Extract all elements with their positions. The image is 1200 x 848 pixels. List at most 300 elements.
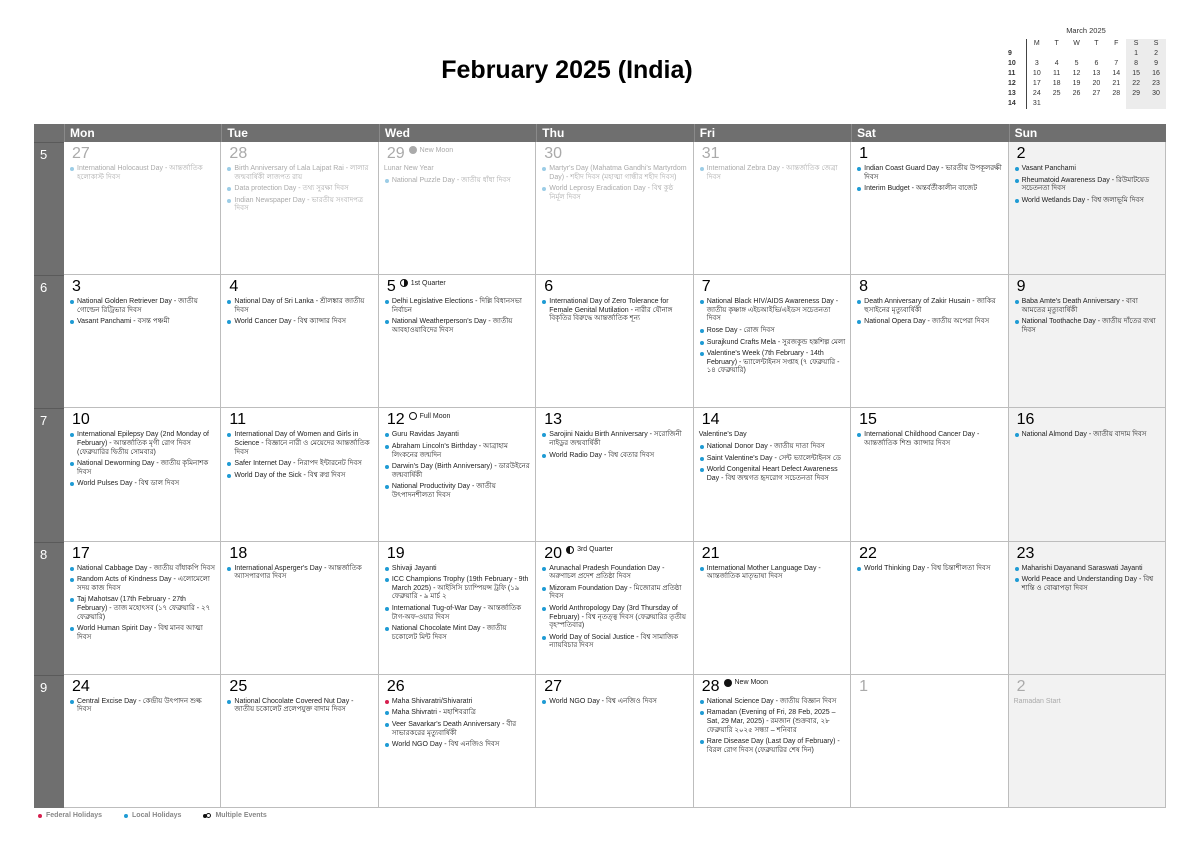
mini-day[interactable]	[1106, 99, 1126, 109]
event-item[interactable]	[226, 460, 372, 469]
mini-day[interactable]: 28	[1112, 90, 1121, 97]
mini-day[interactable]: 29	[1126, 89, 1146, 99]
day-number: 1	[859, 677, 869, 695]
mini-weekday-label: T	[1054, 40, 1059, 47]
mini-day[interactable]: 17	[1032, 80, 1041, 87]
event-item[interactable]	[856, 185, 1002, 194]
event-item[interactable]	[226, 197, 372, 214]
mini-day[interactable]: 27	[1092, 90, 1101, 97]
day-number: 26	[386, 677, 405, 695]
local-holiday-dot-icon	[542, 607, 546, 611]
event-item[interactable]	[541, 298, 687, 324]
day-cell[interactable]	[64, 542, 221, 675]
event-text: Central Excise Day - কেন্দ্রীয় উৎপাদন শুল্ক দিবস	[77, 697, 202, 714]
event-text: International Mother Language Day - আন্তর্জাতিক মাতৃভাষা দিবস	[706, 564, 821, 581]
day-cell[interactable]	[64, 275, 221, 408]
mini-day[interactable]: 9	[1146, 59, 1166, 69]
local-holiday-dot-icon	[700, 567, 704, 571]
local-holiday-dot-icon	[385, 465, 389, 469]
day-cell[interactable]	[379, 675, 536, 808]
day-cell[interactable]	[694, 675, 851, 808]
moon-phase	[400, 279, 446, 287]
event-item[interactable]	[1014, 165, 1160, 174]
event-item[interactable]	[699, 339, 845, 348]
mini-week-row	[1006, 79, 1166, 89]
mini-day[interactable]: 25	[1052, 90, 1061, 97]
event-item[interactable]	[384, 483, 530, 500]
event-item[interactable]	[69, 625, 215, 642]
event-list	[699, 698, 845, 756]
day-cell[interactable]	[379, 408, 536, 541]
local-holiday-dot-icon	[385, 320, 389, 324]
event-item[interactable]	[1014, 576, 1160, 593]
event-text: International Holocaust Day - আন্তর্জাতিক হলোকাস্ট দিবস	[77, 165, 203, 181]
event-item[interactable]	[856, 565, 1002, 574]
event-item[interactable]	[699, 565, 845, 582]
event-list	[69, 431, 215, 489]
day-number: 28	[229, 145, 248, 162]
mini-day[interactable]: 12	[1072, 70, 1081, 77]
mini-day[interactable]	[1086, 99, 1106, 109]
event-item[interactable]	[384, 565, 530, 574]
day-cell-header	[384, 678, 530, 696]
local-holiday-dot-icon	[542, 587, 546, 591]
day-cell-header	[226, 145, 372, 163]
day-number: 28	[701, 677, 720, 695]
day-cell[interactable]	[379, 275, 536, 408]
local-holiday-dot-icon	[1015, 167, 1019, 171]
day-cell-header	[541, 678, 687, 696]
local-holiday-dot-icon	[385, 567, 389, 571]
local-holiday-dot-icon	[385, 300, 389, 304]
event-text: National Deworming Day - জাতীয় কৃমিনাশক দিবস	[77, 460, 209, 476]
event-text: Guru Ravidas Jayanti	[391, 431, 459, 439]
day-cell-header	[226, 278, 372, 296]
moon-phase	[409, 146, 453, 154]
event-item[interactable]	[1014, 565, 1160, 574]
event-item[interactable]	[226, 165, 372, 182]
day-cell[interactable]	[694, 275, 851, 408]
event-item[interactable]	[856, 431, 1002, 448]
day-cell[interactable]	[221, 275, 378, 408]
day-cell[interactable]	[851, 675, 1008, 808]
event-item[interactable]	[699, 350, 845, 376]
day-cell[interactable]	[64, 408, 221, 541]
moon-phase	[409, 412, 451, 420]
mini-day[interactable]: 3	[1034, 60, 1039, 67]
event-item[interactable]	[69, 480, 215, 489]
day-cell[interactable]	[221, 675, 378, 808]
event-text: National Weatherperson's Day - জাতীয় আবহাওয়াবিদের দিবস	[391, 318, 513, 334]
mini-week-number: 10	[1006, 59, 1026, 69]
moon-new-icon	[409, 146, 417, 154]
mini-day[interactable]: 13	[1092, 70, 1101, 77]
event-text: Death Anniversary of Zakir Husain - জাকির হুসাইনের মৃত্যুবার্ষিকী	[864, 298, 996, 314]
day-cell-header	[384, 278, 530, 296]
mini-day[interactable]: 26	[1072, 90, 1081, 97]
local-holiday-dot-icon	[700, 352, 704, 356]
mini-day[interactable]: 23	[1146, 79, 1166, 89]
event-item[interactable]	[384, 165, 530, 174]
event-text: World Radio Day - বিশ্ব বেতার দিবস	[549, 451, 655, 459]
event-list	[226, 165, 372, 214]
day-cell[interactable]	[536, 142, 693, 275]
event-item[interactable]	[69, 460, 215, 477]
local-holiday-dot-icon	[70, 462, 74, 466]
event-text: Shivaji Jayanti	[391, 564, 437, 572]
day-cell[interactable]	[694, 142, 851, 275]
event-item[interactable]	[699, 327, 845, 336]
event-item[interactable]	[384, 463, 530, 480]
event-text: Abraham Lincoln's Birthday - আব্রাহাম লিংকনের জন্মদিন	[391, 442, 508, 459]
day-header-sat: Sat	[851, 124, 1008, 142]
day-number: 9	[1016, 278, 1026, 296]
local-holiday-dot-icon	[857, 320, 861, 324]
event-item[interactable]	[384, 177, 530, 186]
event-item[interactable]	[541, 565, 687, 582]
local-holiday-dot-icon	[700, 457, 704, 461]
event-list	[226, 431, 372, 480]
mini-calendar-header-row	[1006, 39, 1166, 49]
local-holiday-dot-icon	[227, 567, 231, 571]
day-cell[interactable]	[1009, 542, 1166, 675]
event-item[interactable]	[226, 318, 372, 327]
event-text: World NGO Day - বিশ্ব এনজিও দিবস	[391, 741, 500, 749]
mini-day[interactable]	[1067, 99, 1087, 109]
event-item[interactable]	[541, 185, 687, 202]
week-number: 6	[34, 275, 64, 408]
event-text: International Zebra Day - আন্তর্জাতিক জেব্রা দিবস	[706, 165, 838, 181]
event-item[interactable]	[856, 165, 1002, 182]
event-item[interactable]	[541, 605, 687, 631]
mini-weekday-label: T	[1094, 40, 1099, 47]
day-cell-header	[541, 278, 687, 296]
day-cell-header	[699, 678, 845, 696]
event-item[interactable]	[1014, 318, 1160, 335]
day-header-tue: Tue	[221, 124, 378, 142]
event-text: Safer Internet Day - নিরাপদ ইন্টারনেট দিবস	[234, 460, 362, 468]
event-item[interactable]	[69, 698, 215, 715]
mini-day[interactable]: 30	[1146, 89, 1166, 99]
mini-weekday-label: S	[1146, 39, 1166, 49]
federal-holiday-dot-icon	[385, 700, 389, 704]
mini-day[interactable]: 16	[1146, 69, 1166, 79]
event-item[interactable]	[69, 431, 215, 457]
event-text: National Day of Sri Lanka - শ্রীলঙ্কার জাতীয় দিবস	[234, 298, 365, 314]
day-cell-header	[699, 145, 845, 163]
event-text: Valentine's Day	[698, 431, 747, 439]
event-item[interactable]	[1014, 431, 1160, 440]
event-item[interactable]	[1014, 298, 1160, 315]
mini-day[interactable]: 4	[1054, 60, 1059, 67]
mini-day[interactable]: 31	[1032, 100, 1041, 107]
event-item[interactable]	[384, 298, 530, 315]
mini-day[interactable]	[1047, 49, 1067, 59]
event-item[interactable]	[699, 431, 845, 440]
event-item[interactable]	[384, 741, 530, 750]
mini-day[interactable]: 18	[1052, 80, 1061, 87]
event-list	[856, 298, 1002, 327]
mini-week-row	[1006, 89, 1166, 99]
day-number: 3	[72, 278, 81, 296]
local-holiday-dot-icon	[542, 454, 546, 458]
event-text: Saint Valentine's Day - সেন্ট ভ্যালেন্টাইনস ডে	[706, 454, 841, 462]
event-list	[69, 698, 215, 715]
day-cell[interactable]	[851, 142, 1008, 275]
event-item[interactable]	[226, 298, 372, 315]
event-item[interactable]	[541, 431, 687, 448]
event-item[interactable]	[69, 565, 215, 574]
event-item[interactable]	[69, 318, 215, 327]
moon-phase	[566, 546, 613, 554]
day-cell[interactable]	[379, 542, 536, 675]
event-item[interactable]	[384, 605, 530, 622]
event-list	[1014, 165, 1160, 205]
event-item[interactable]	[384, 576, 530, 602]
moon-new-icon	[724, 679, 732, 687]
event-item[interactable]	[699, 443, 845, 452]
event-list	[384, 565, 530, 643]
local-holiday-dot-icon	[227, 474, 231, 478]
mini-day[interactable]	[1047, 99, 1067, 109]
local-holiday-dot-icon	[1015, 300, 1019, 304]
mini-day[interactable]: 22	[1126, 79, 1146, 89]
event-text: Darwin's Day (Birth Anniversary) - ডারউইনের জন্মবার্ষিকী	[391, 463, 530, 479]
event-text: Veer Savarkar's Death Anniversary - বীর সাভারকরের মৃত্যুবার্ষিকী	[391, 720, 517, 737]
event-list	[699, 431, 845, 483]
day-number: 20	[544, 544, 563, 562]
event-item[interactable]	[226, 185, 372, 194]
day-cell[interactable]	[694, 542, 851, 675]
event-list	[541, 698, 687, 707]
event-item[interactable]	[226, 565, 372, 582]
day-number: 19	[386, 544, 405, 562]
day-number: 21	[701, 544, 720, 562]
event-text: Valentine's Week (7th February - 14th February) - ভ্যালেন্টাইনস সপ্তাহ (৭ ফেব্রুয়ারি - ১৪ ফেব্রুয়ারি)	[706, 350, 840, 375]
mini-day[interactable]: 19	[1072, 80, 1081, 87]
event-item[interactable]	[226, 472, 372, 481]
day-cell[interactable]	[536, 542, 693, 675]
event-item[interactable]	[69, 596, 215, 622]
mini-day[interactable]: 24	[1032, 90, 1041, 97]
event-list	[69, 298, 215, 327]
event-text: National Puzzle Day - জাতীয় ধাঁধা দিবস	[391, 176, 511, 184]
event-item[interactable]	[856, 318, 1002, 327]
local-holiday-dot-icon	[700, 167, 704, 171]
mini-calendar-march	[1006, 26, 1166, 109]
event-item[interactable]	[541, 634, 687, 651]
event-text: Taj Mahotsav (17th February - 27th February) - তাজ মহোৎসব (১৭ ফেব্রুয়ারি - ২৭ ফেব্রুয়ারি)	[77, 596, 211, 621]
day-number: 11	[229, 411, 247, 429]
day-cell[interactable]	[851, 408, 1008, 541]
event-item[interactable]	[699, 298, 845, 324]
local-holiday-dot-icon	[227, 700, 231, 704]
mini-day[interactable]: 6	[1094, 60, 1099, 67]
event-list	[384, 431, 530, 500]
day-cell-header	[69, 278, 215, 296]
event-item[interactable]	[699, 165, 845, 182]
event-item[interactable]	[856, 298, 1002, 315]
local-holiday-dot-icon	[542, 300, 546, 304]
event-text: World Wetlands Day - বিশ্ব জলাভূমি দিবস	[1021, 196, 1144, 204]
mini-day[interactable]: 20	[1092, 80, 1101, 87]
day-number: 1	[859, 145, 869, 162]
event-list	[1014, 431, 1160, 440]
day-cell[interactable]	[536, 408, 693, 541]
mini-week-row	[1006, 69, 1166, 79]
local-holiday-dot-icon	[385, 578, 389, 582]
day-cell[interactable]	[221, 408, 378, 541]
day-number: 25	[229, 677, 248, 695]
local-holiday-dot-icon	[385, 723, 389, 727]
event-item[interactable]	[699, 709, 845, 735]
event-item[interactable]	[1014, 177, 1160, 194]
event-item[interactable]	[69, 298, 215, 315]
day-cell[interactable]	[536, 675, 693, 808]
day-number: 13	[544, 411, 563, 429]
mini-day[interactable]: 15	[1126, 69, 1146, 79]
legend-item-multi	[203, 812, 266, 819]
mini-day[interactable]: 2	[1146, 49, 1166, 59]
mini-day[interactable]: 10	[1032, 70, 1041, 77]
event-list	[699, 565, 845, 582]
event-list	[1014, 298, 1160, 335]
mini-day[interactable]	[1086, 49, 1106, 59]
mini-day[interactable]: 21	[1112, 80, 1121, 87]
event-text: National Opera Day - জাতীয় অপেরা দিবস	[864, 318, 990, 326]
event-item[interactable]	[541, 165, 687, 182]
mini-day[interactable]: 14	[1112, 70, 1121, 77]
event-text: International Day of Women and Girls in Science - বিজ্ঞানে নারী ও মেয়েদের আন্তর্জাতিক দিবস	[234, 431, 370, 456]
local-holiday-dot-icon	[857, 433, 861, 437]
mini-day[interactable]	[1067, 49, 1087, 59]
event-item[interactable]	[384, 431, 530, 440]
day-cell-header	[69, 678, 215, 696]
mini-day[interactable]: 5	[1074, 60, 1079, 67]
mini-day[interactable]	[1106, 49, 1126, 59]
event-item[interactable]	[1014, 197, 1160, 206]
event-item[interactable]	[699, 698, 845, 707]
day-cell-header	[541, 545, 687, 563]
event-item[interactable]	[384, 443, 530, 460]
event-item[interactable]	[384, 318, 530, 335]
day-header-fri: Fri	[694, 124, 851, 142]
event-item[interactable]	[384, 698, 530, 707]
event-list	[699, 298, 845, 376]
legend-label: Local Holidays	[132, 812, 182, 819]
day-number: 2	[1016, 145, 1026, 162]
event-item[interactable]	[226, 431, 372, 457]
week-number: 8	[34, 542, 64, 675]
day-cell-header	[1014, 678, 1160, 696]
day-cell[interactable]	[851, 275, 1008, 408]
mini-day[interactable]: 7	[1114, 60, 1119, 67]
month-grid	[34, 124, 1166, 808]
event-text: ICC Champions Trophy (19th February - 9th March 2025) - আইসিসি চ্যাম্পিয়ন্স ট্রফি (১৯ ফেব্রুয়ারি - ৯ মার্চ ২	[391, 576, 529, 601]
mini-day[interactable]: 1	[1126, 49, 1146, 59]
day-number: 7	[701, 278, 711, 296]
mini-day[interactable]	[1146, 99, 1166, 109]
event-text: Arunachal Pradesh Foundation Day - অরুণাচল প্রদেশ প্রতিষ্ঠা দিবস	[549, 564, 665, 581]
event-text: Indian Newspaper Day - ভারতীয় সংবাদপত্র দিবস	[234, 196, 364, 213]
moon-first-icon	[400, 279, 408, 287]
event-text: Rheumatoid Awareness Day - রিউমাটয়েড সচেতনতা দিবস	[1021, 176, 1150, 193]
day-cell[interactable]	[1009, 408, 1166, 541]
local-holiday-dot-icon	[70, 320, 74, 324]
event-item[interactable]	[1014, 698, 1160, 707]
event-item[interactable]	[699, 738, 845, 755]
event-text: World Congenital Heart Defect Awareness Day - বিশ্ব জন্মগত হৃদরোগ সচেতনতা দিবস	[706, 466, 838, 482]
event-item[interactable]	[69, 165, 215, 182]
day-cell[interactable]	[536, 275, 693, 408]
day-cell-header	[69, 411, 215, 429]
event-item[interactable]	[226, 698, 372, 715]
local-holiday-dot-icon	[542, 567, 546, 571]
event-item[interactable]	[69, 576, 215, 593]
event-text: National Productivity Day - জাতীয় উৎপাদনশীলতা দিবস	[391, 483, 496, 499]
event-text: Vasant Panchami	[1021, 165, 1076, 172]
day-cell[interactable]	[1009, 675, 1166, 808]
local-holiday-dot-icon	[700, 711, 704, 715]
day-cell-header	[384, 411, 530, 429]
day-cell[interactable]	[64, 675, 221, 808]
day-cell-header	[856, 545, 1002, 563]
local-holiday-dot-icon	[542, 167, 546, 171]
moon-phase-label: Full Moon	[419, 412, 451, 420]
event-text: Interim Budget - অন্তর্বর্তীকালীন বাজেট	[864, 185, 978, 193]
event-item[interactable]	[541, 452, 687, 461]
moon-phase-label: 1st Quarter	[410, 279, 446, 287]
event-text: Random Acts of Kindness Day - এলোমেলো সদয় কাজ দিবস	[77, 576, 210, 592]
local-holiday-dot-icon	[385, 485, 389, 489]
local-holiday-dot-icon	[70, 167, 74, 171]
day-cell[interactable]	[694, 408, 851, 541]
event-item[interactable]	[541, 585, 687, 602]
day-cell[interactable]	[1009, 142, 1166, 275]
mini-week-row	[1006, 49, 1166, 59]
day-cell[interactable]	[64, 142, 221, 275]
day-number: 8	[859, 278, 869, 296]
event-item[interactable]	[384, 721, 530, 738]
mini-day[interactable]: 8	[1126, 59, 1146, 69]
moon-full-icon	[409, 412, 417, 420]
mini-day[interactable]: 11	[1053, 70, 1061, 77]
event-text: World Anthropology Day (3rd Thursday of February) - বিশ্ব নৃতত্ত্ব দিবস (ফেব্রুয়ারির তৃতীয় বৃহস্পতিবার)	[549, 604, 686, 630]
day-number: 22	[859, 544, 877, 562]
event-item[interactable]	[384, 709, 530, 718]
event-item[interactable]	[699, 466, 845, 483]
event-list	[69, 165, 215, 182]
local-holiday-dot-icon	[227, 187, 231, 191]
day-cell[interactable]	[1009, 275, 1166, 408]
mini-day[interactable]	[1026, 49, 1046, 59]
day-cell[interactable]	[851, 542, 1008, 675]
day-cell[interactable]	[379, 142, 536, 275]
event-text: National Golden Retriever Day - জাতীয় গোল্ডেন রিট্রিভার দিবস	[77, 298, 198, 314]
local-holiday-dot-icon	[700, 700, 704, 704]
day-number: 29	[386, 145, 405, 162]
day-cell[interactable]	[221, 142, 378, 275]
local-holiday-dot-icon	[1015, 320, 1019, 324]
mini-day[interactable]	[1126, 99, 1146, 109]
event-item[interactable]	[541, 698, 687, 707]
day-cell[interactable]	[221, 542, 378, 675]
event-item[interactable]	[699, 455, 845, 464]
day-cell-header	[856, 278, 1002, 296]
day-number: 27	[72, 145, 90, 162]
event-text: World Leprosy Eradication Day - বিশ্ব কুষ্ঠ নির্মূল দিবস	[549, 185, 674, 201]
event-item[interactable]	[384, 625, 530, 642]
